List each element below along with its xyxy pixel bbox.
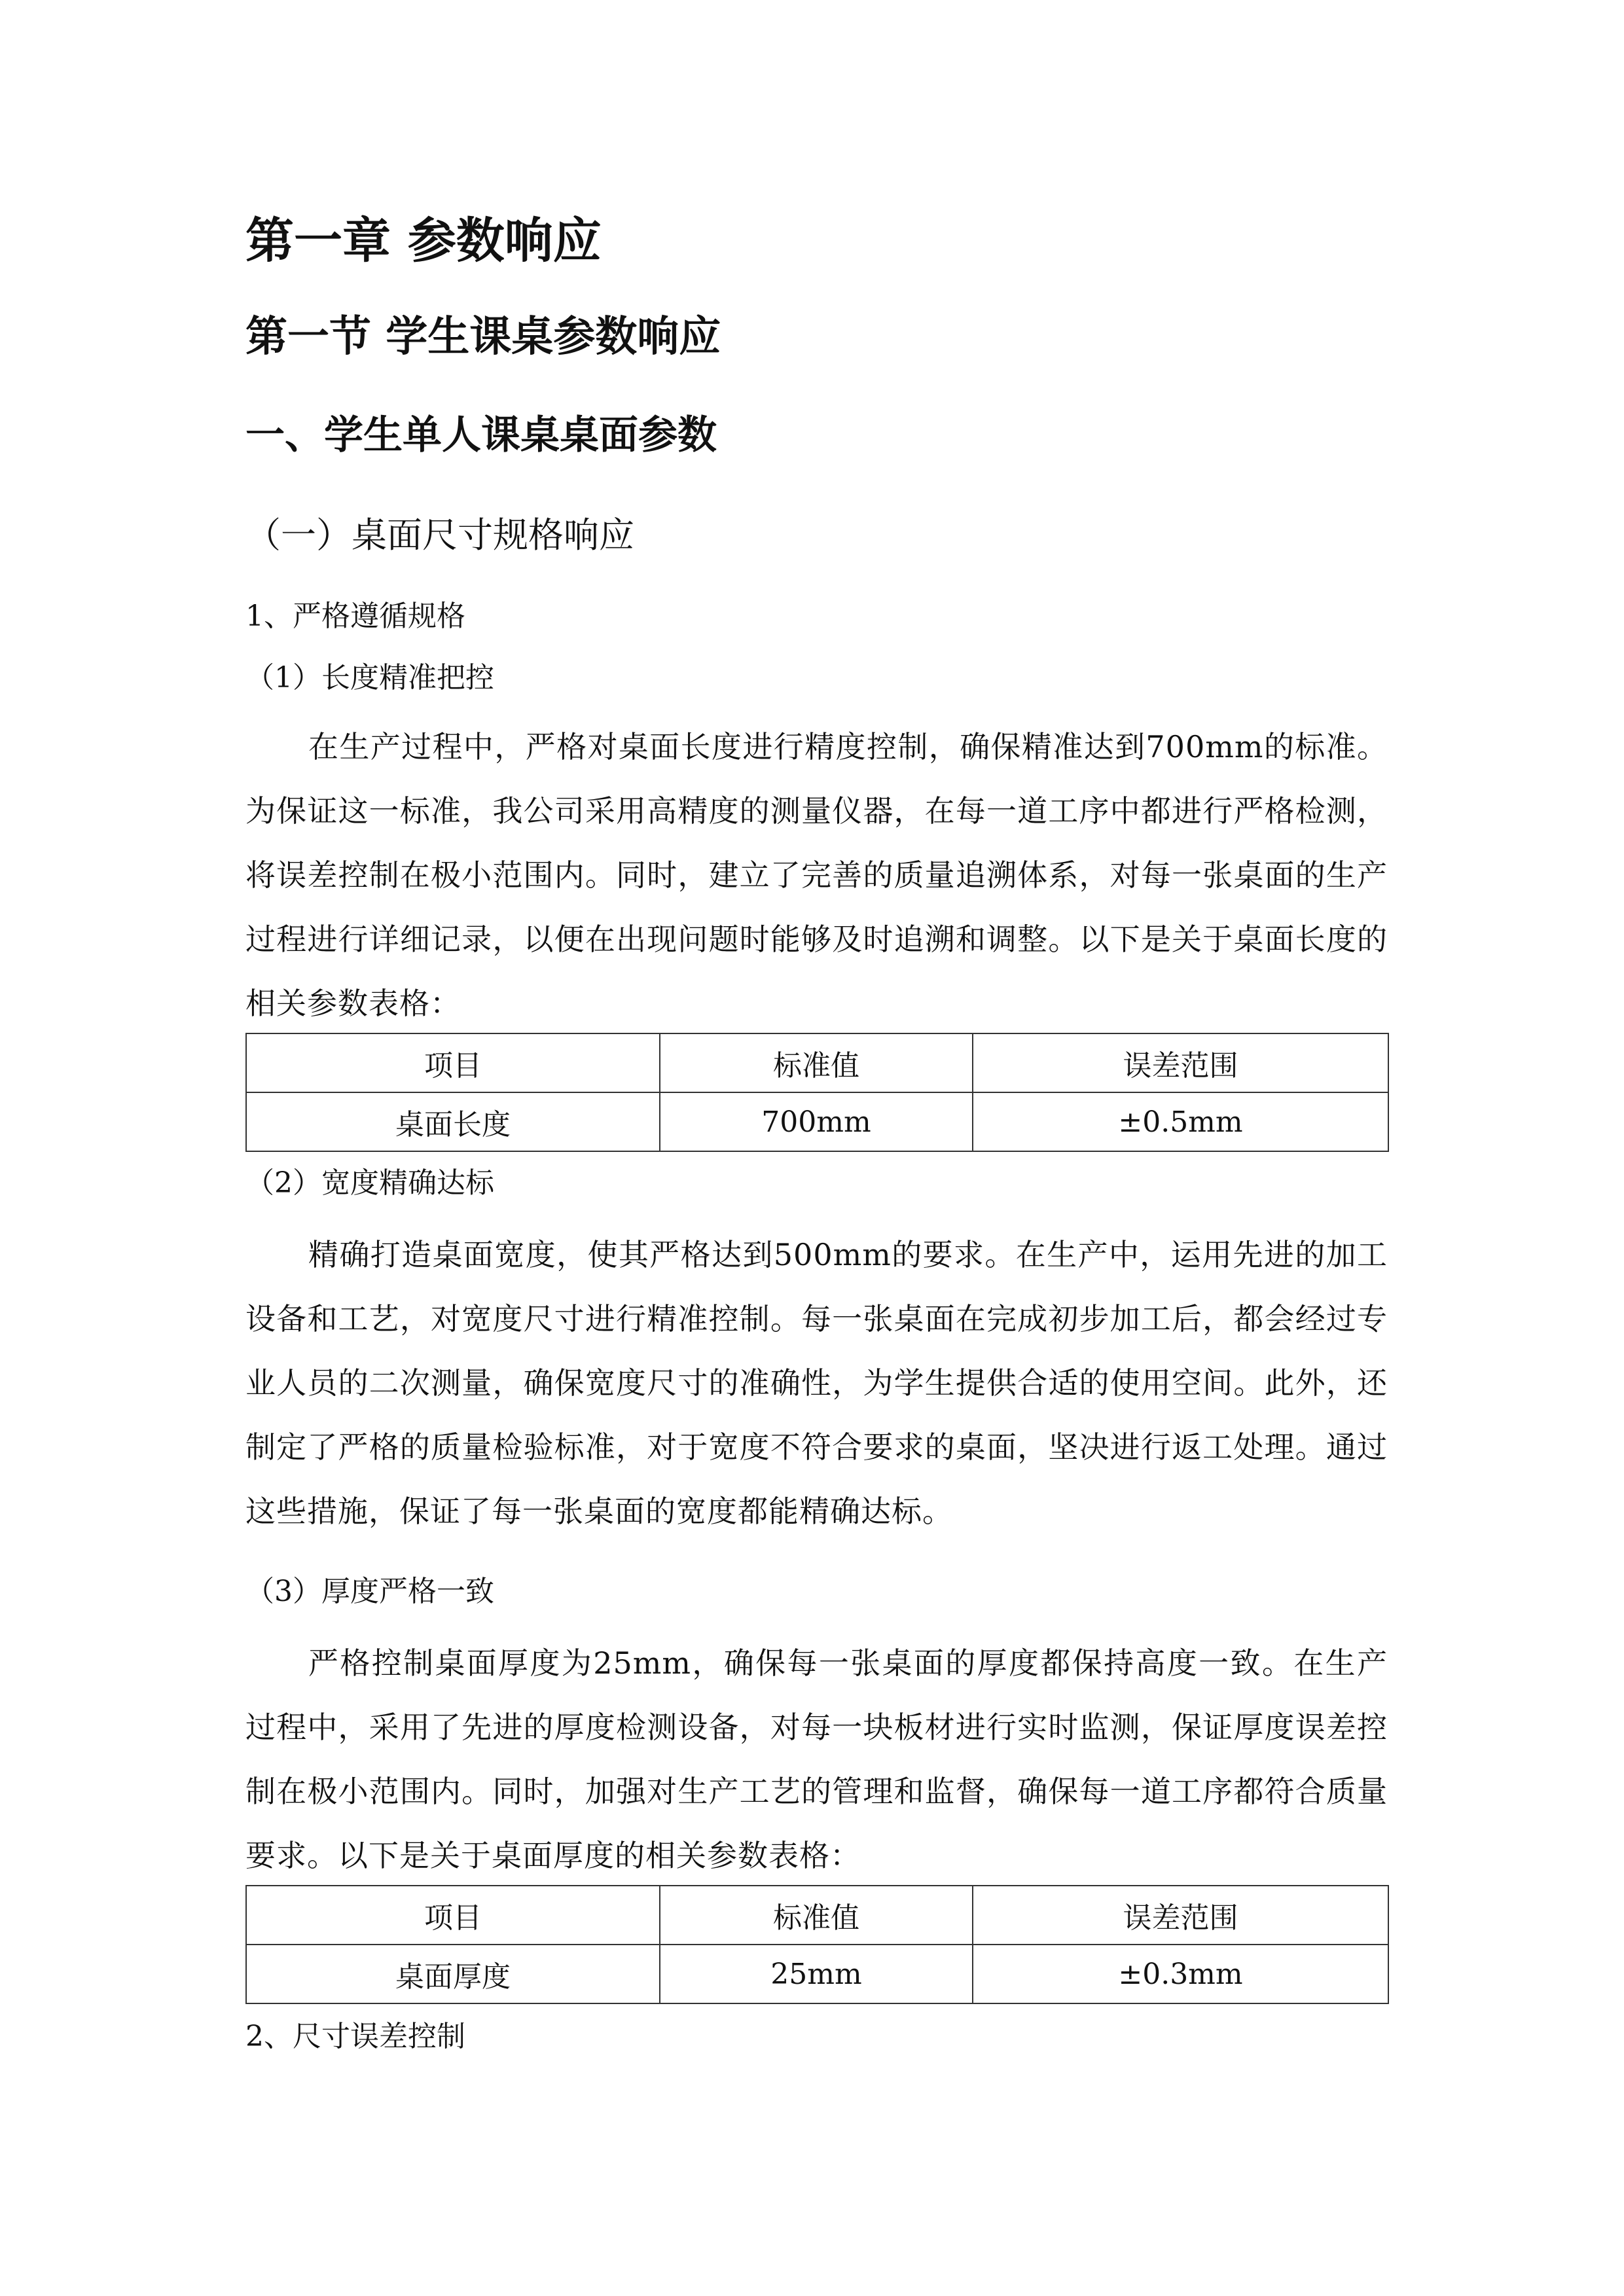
header-tolerance: 误差范围 xyxy=(973,1033,1388,1092)
table-header-row xyxy=(246,1033,1388,1092)
cell-item: 桌面长度 xyxy=(246,1092,660,1151)
width-paragraph: 精确打造桌面宽度，使其严格达到500mm的要求。在生产中，运用先进的加工设备和工艺，对宽度尺寸进行精准控制。每一张桌面在完成初步加工后，都会经过专业人员的二次测量，确保宽度尺寸的准确性，为学生提供合适的使用空间。此外，还制定了严格的质量检验标准，对于宽度不符合要求的桌面，坚决进行返工处理。通过这些措施，保证了每一张桌面的宽度都能精确达标。 xyxy=(245,1237,1388,1529)
header-standard: 标准值 xyxy=(660,1886,973,1945)
length-heading: （1）长度精准把控 xyxy=(245,661,494,694)
thickness-paragraph: 严格控制桌面厚度为25mm，确保每一张桌面的厚度都保持高度一致。在生产过程中，采用了先进的厚度检测设备，对每一块板材进行实时监测，保证厚度误差控制在极小范围内。同时，加强对生产工艺的管理和监督，确保每一道工序都符合质量要求。以下是关于桌面厚度的相关参数表格： xyxy=(245,1645,1388,1873)
thickness-table xyxy=(245,1885,1389,2004)
subsubsection-title: （一）桌面尺寸规格响应 xyxy=(245,514,634,556)
thickness-heading: （3）厚度严格一致 xyxy=(245,1575,494,1608)
header-standard: 标准值 xyxy=(660,1033,973,1092)
table-row xyxy=(246,1945,1388,2003)
item1-title: 1、严格遵循规格 xyxy=(245,600,465,633)
cell-standard: 700mm xyxy=(660,1092,973,1151)
cell-standard: 25mm xyxy=(660,1945,973,2003)
table-header-row xyxy=(246,1886,1388,1945)
length-paragraph: 在生产过程中，严格对桌面长度进行精度控制，确保精准达到700mm的标准。为保证这一标准，我公司采用高精度的测量仪器，在每一道工序中都进行严格检测，将误差控制在极小范围内。同时，建立了完善的质量追溯体系，对每一张桌面的生产过程进行详细记录，以便在出现问题时能够及时追溯和调整。以下是关于桌面长度的相关参数表格： xyxy=(245,729,1388,1021)
cell-tolerance: ±0.5mm xyxy=(973,1092,1388,1151)
header-item: 项目 xyxy=(246,1886,660,1945)
document-page xyxy=(245,0,1388,2296)
length-table xyxy=(245,1033,1389,1152)
table-row xyxy=(246,1092,1388,1151)
section-title: 第一节 学生课桌参数响应 xyxy=(245,313,721,361)
subsection-title: 一、学生单人课桌桌面参数 xyxy=(245,412,717,458)
chapter-title: 第一章 参数响应 xyxy=(245,213,602,269)
item2-title: 2、尺寸误差控制 xyxy=(245,2020,465,2053)
cell-item: 桌面厚度 xyxy=(246,1945,660,2003)
header-item: 项目 xyxy=(246,1033,660,1092)
cell-tolerance: ±0.3mm xyxy=(973,1945,1388,2003)
header-tolerance: 误差范围 xyxy=(973,1886,1388,1945)
width-heading: （2）宽度精确达标 xyxy=(245,1166,494,1200)
